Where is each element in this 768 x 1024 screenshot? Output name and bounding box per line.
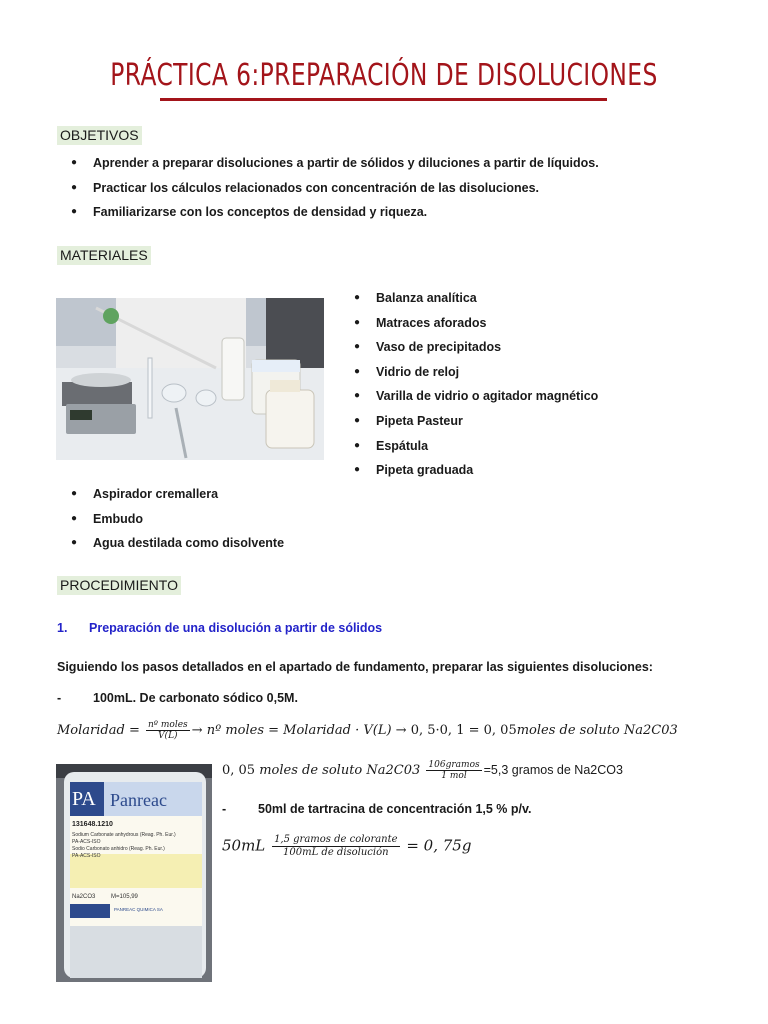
eq-fraction [426, 760, 481, 781]
item-carbonato [57, 691, 298, 705]
item-dash: - [222, 802, 227, 816]
item-tartracina [222, 802, 531, 816]
step-title: Preparación de una disolución a partir de sólidos [89, 621, 383, 635]
section-heading-procedimiento: PROCEDIMIENTO [57, 576, 181, 595]
fraction-denominator: 1 mol [441, 771, 467, 781]
step-heading [57, 621, 382, 635]
eq-fraction [272, 834, 400, 859]
list-item: ● Embudo [57, 507, 457, 532]
arrow: → [191, 723, 203, 738]
step-number: 1. [57, 621, 68, 635]
fraction-numerator: nº moles [147, 720, 188, 730]
bottle-code: 131648.1210 [72, 821, 113, 828]
formula: Na2CO3 [72, 894, 96, 900]
label-line: PA-ACS-ISO [72, 853, 101, 859]
colorant-equation [222, 834, 471, 859]
eq-fraction [146, 720, 190, 741]
eq-result-number: 0, 05 [483, 723, 517, 738]
item-text: 100mL. De carbonato sódico 0,5M. [93, 691, 298, 705]
eq-lhs: Molaridad = [57, 723, 140, 738]
list-item: ● Pipeta Pasteur [340, 409, 740, 434]
section-heading-objetivos: OBJETIVOS [57, 126, 142, 145]
list-item: ● Aprender a preparar disoluciones a partir de sólidos y diluciones a partir de líquidos. [57, 151, 737, 176]
molar-mass: M=105,99 [111, 894, 138, 900]
list-item: ● Practicar los cálculos relacionados con concentración de las disoluciones. [57, 176, 737, 201]
item-text: 50ml de tartracina de concentración 1,5 % p/v. [258, 802, 532, 816]
bottle-formula [72, 894, 138, 900]
eq-result-text: moles de soluto Na2C03 [516, 723, 678, 738]
bottle-brand-name: Panreac [110, 790, 167, 810]
label-line: PA-ACS-ISO [72, 839, 101, 845]
list-item: ● Balanza analítica [340, 286, 740, 311]
list-item: ● Espátula [340, 434, 740, 459]
list-item: ● Matraces aforados [340, 311, 740, 336]
item-dash: - [57, 691, 62, 705]
materiales-list-left [57, 482, 457, 556]
fraction-denominator: V(L) [158, 731, 178, 741]
panreac-bottle-photo [56, 764, 212, 982]
title-underline [160, 98, 607, 101]
eq-mid: nº moles = Molaridad · V(L) [206, 723, 392, 738]
list-item: ● Pipeta graduada [340, 458, 740, 483]
label-line: Sodio Carbonato anhidro (Reag. Ph. Eur.) [72, 846, 165, 852]
eq-prefix-text: moles de soluto Na2C03 [259, 763, 421, 778]
page-title: PRÁCTICA 6:PREPARACIÓN DE DISOLUCIONES [110, 58, 658, 93]
list-item: ● Familiarizarse con los conceptos de densidad y riqueza. [57, 200, 737, 225]
section-heading-materiales: MATERIALES [57, 246, 151, 265]
eq-lhs: 50mL [222, 836, 266, 855]
eq-result: =5,3 gramos de Na2CO3 [483, 763, 623, 777]
objetivos-list [57, 151, 737, 225]
arrow: → [395, 723, 407, 738]
list-item: ● Aspirador cremallera [57, 482, 457, 507]
fraction-numerator: 1,5 gramos de colorante [274, 834, 398, 845]
fraction-numerator: 106gramos [428, 760, 480, 770]
eq-result: = 0, 75g [406, 836, 472, 855]
fraction-denominator: 100mL de disolución [283, 847, 389, 858]
list-item: ● Agua destilada como disolvente [57, 531, 457, 556]
list-item: ● Varilla de vidrio o agitador magnético [340, 384, 740, 409]
lab-equipment-photo [56, 298, 324, 460]
list-item: ● Vidrio de reloj [340, 360, 740, 385]
eq-prefix-number: 0, 05 [222, 763, 256, 778]
molarity-equation [57, 720, 678, 741]
eq-calc: 0, 5·0, 1 = [410, 723, 480, 738]
intro-paragraph: Siguiendo los pasos detallados en el apartado de fundamento, preparar las siguientes disoluciones: [57, 660, 653, 674]
label-line: Sodium Carbonate anhydrous (Reag. Ph. Eur.) [72, 832, 176, 838]
bottle-label-lines [72, 832, 200, 860]
bottle-brand-pa: PA [72, 788, 96, 810]
bottle-maker: PANREAC QUIMICA SA [114, 907, 163, 912]
list-item: ● Vaso de precipitados [340, 335, 740, 360]
materiales-list-right [340, 286, 740, 483]
mass-conversion-equation [222, 760, 623, 781]
